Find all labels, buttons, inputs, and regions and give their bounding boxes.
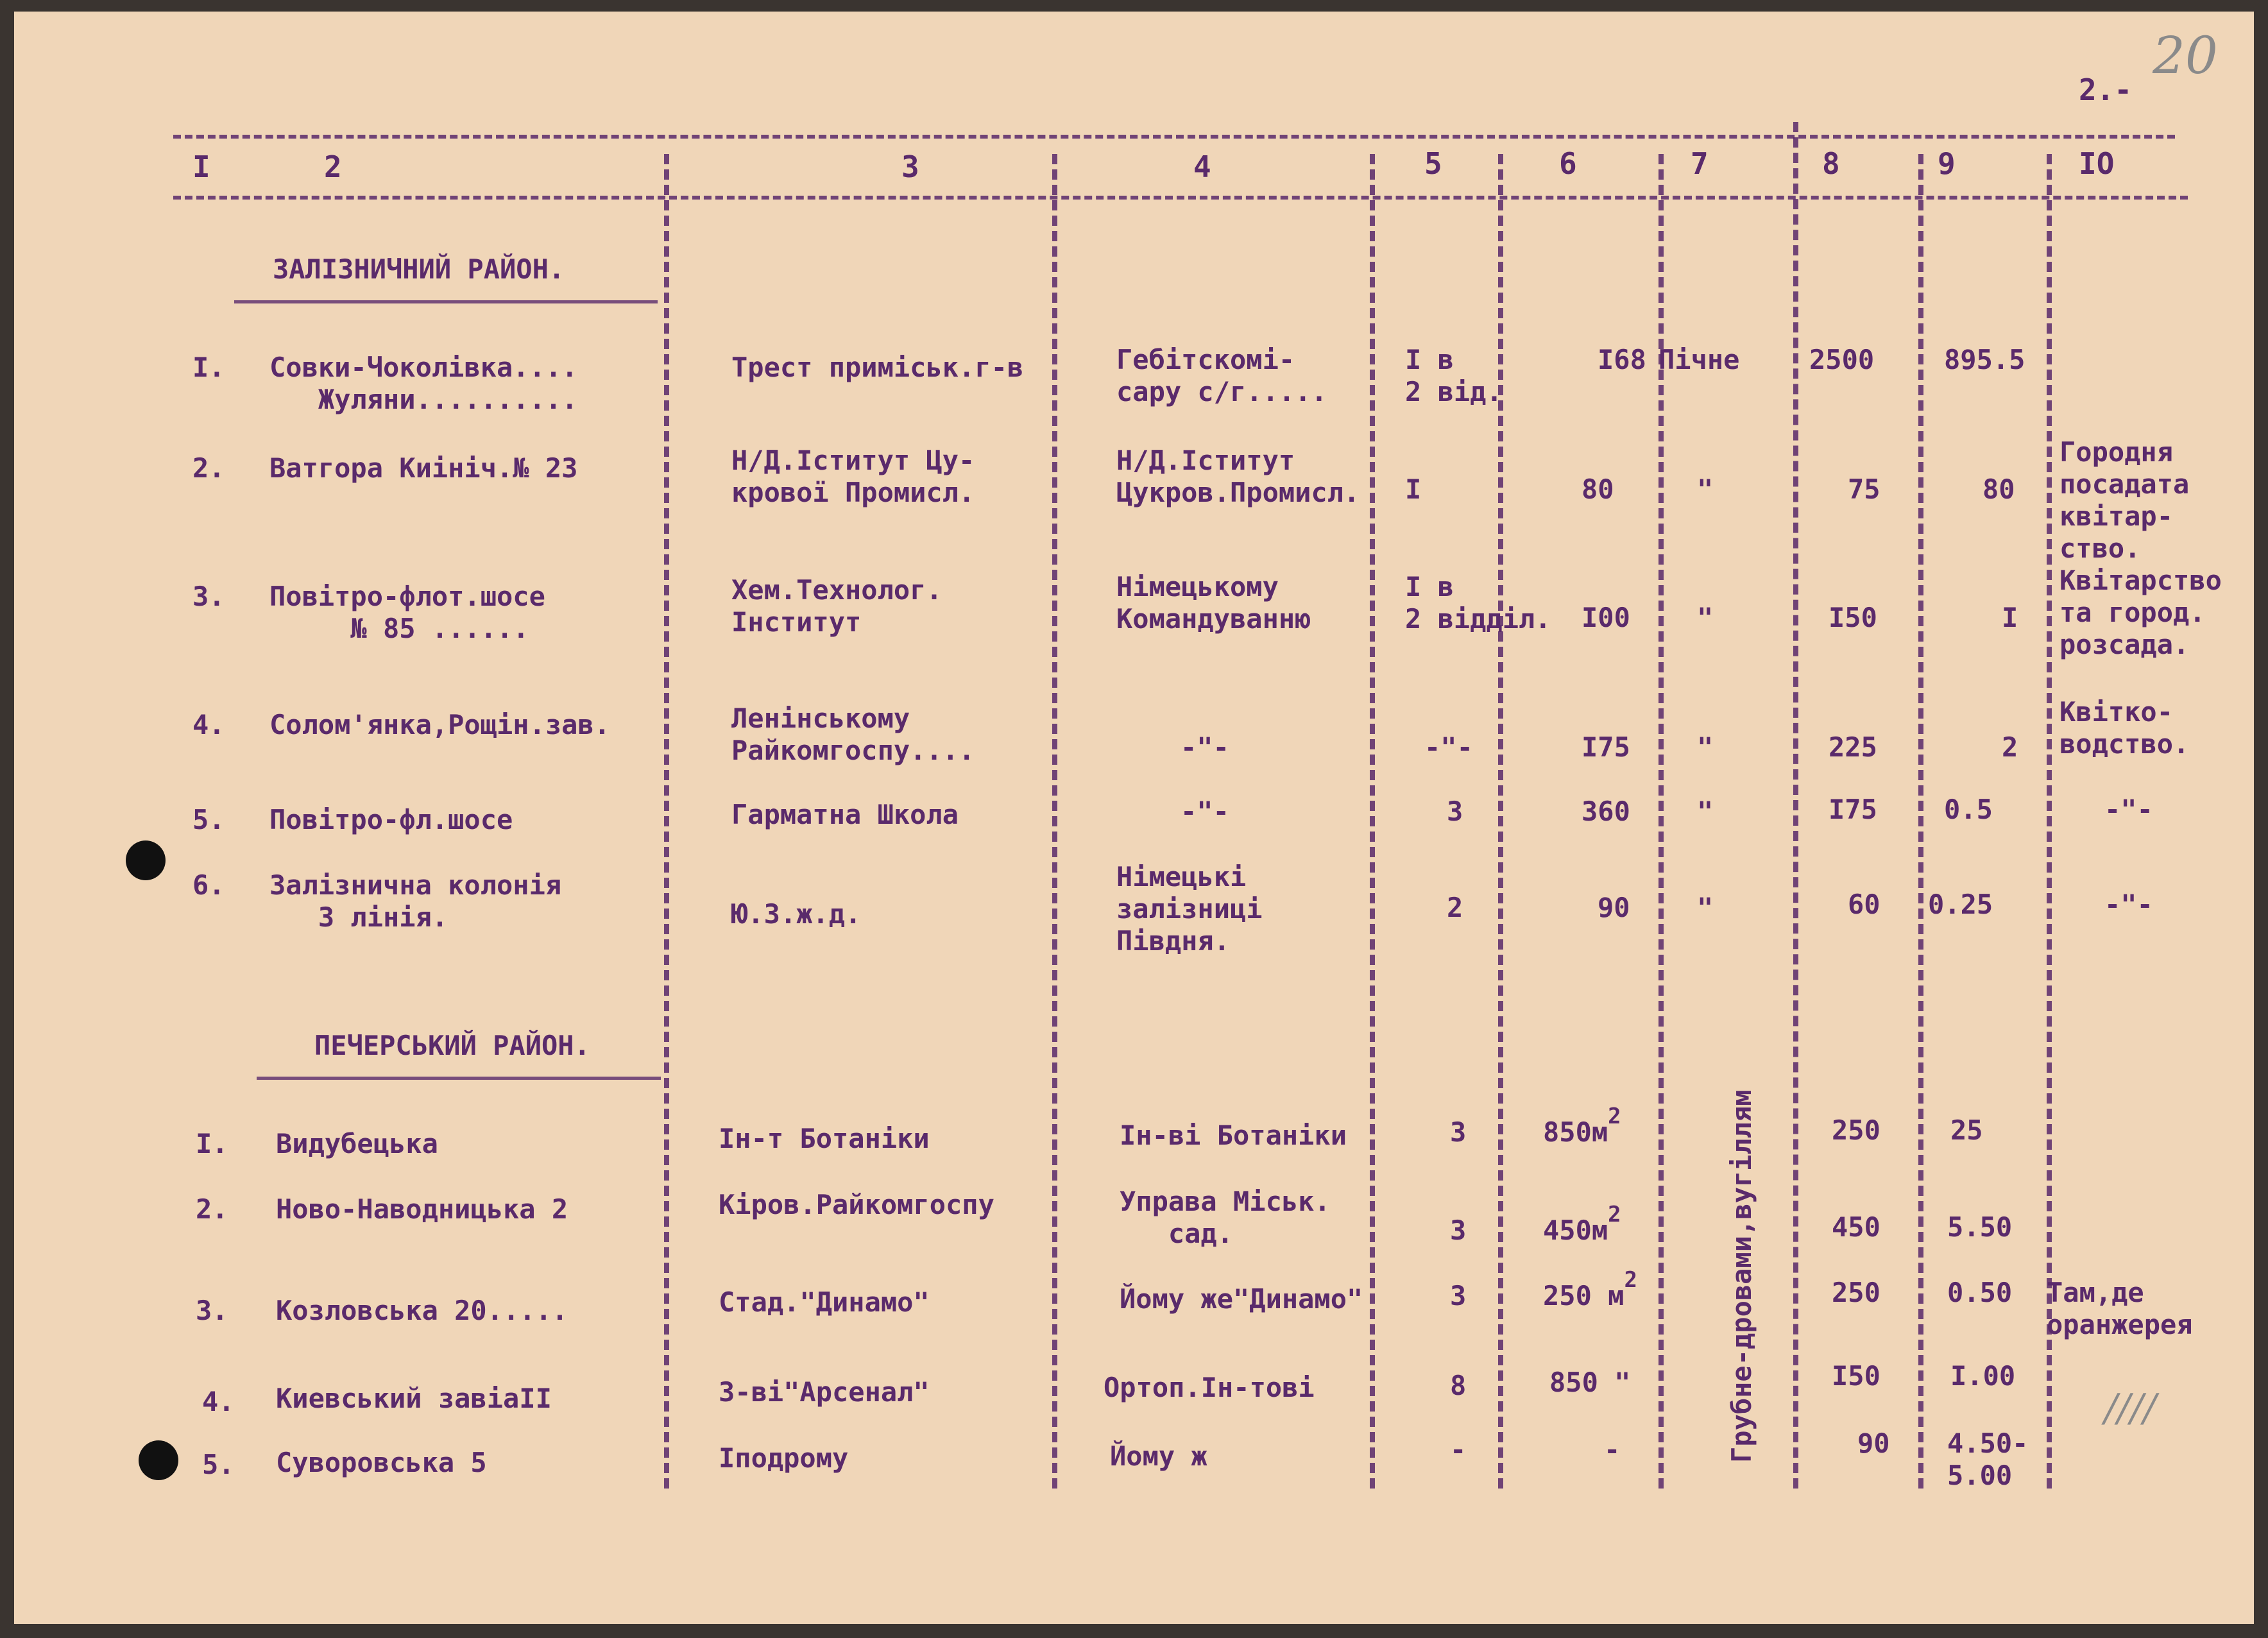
punch-hole — [126, 840, 166, 880]
remarks-cell: Там,де оранжерея — [2047, 1277, 2193, 1340]
owner-cell: Н/Д.Іститут Цу- крової Промисл. — [731, 445, 975, 508]
location-cell: Ново-Наводницька 2 — [276, 1193, 568, 1225]
col8-cell: 250 — [1832, 1277, 1880, 1308]
area-value: - — [1604, 1434, 1621, 1465]
transferred-to-cell: Йому же"Динамо" — [1120, 1283, 1363, 1315]
area-unit-superscript: 2 — [1624, 1267, 1637, 1293]
scan-border-top — [0, 0, 2268, 12]
column-header: 6 — [1559, 146, 1577, 181]
section-title: ЗАЛІЗНИЧНИЙ РАЙОН. — [273, 253, 565, 285]
owner-cell: Трест приміськ.г-в — [731, 352, 1024, 383]
col8-cell: 90 — [1857, 1428, 1890, 1459]
col9-cell: I — [2002, 602, 2018, 633]
page-number-typed: 2.- — [2079, 73, 2133, 107]
col6-cell: 360 — [1582, 796, 1630, 827]
col5-cell: 3 — [1450, 1116, 1467, 1148]
owner-cell: Ленінському Райкомгоспу.... — [731, 703, 975, 766]
column-separator — [1793, 122, 1798, 1489]
remarks-cell: Квітко- водство. — [2059, 696, 2190, 760]
col5-cell: I — [1405, 473, 1422, 505]
col8-cell: I75 — [1829, 794, 1877, 825]
col5-cell: 3 — [1450, 1280, 1467, 1311]
col5-cell: I в 2 від. — [1405, 344, 1503, 407]
remarks-cell: -"- — [2104, 794, 2153, 825]
col7-cell: Пічне — [1658, 344, 1740, 375]
column-header: 8 — [1822, 146, 1840, 181]
transferred-to-cell: -"- — [1181, 796, 1229, 827]
col6-cell: I68 — [1598, 344, 1646, 375]
location-cell: Солом'янка,Рощін.зав. — [269, 709, 611, 740]
column-header: 7 — [1691, 146, 1709, 181]
remarks-cell: -"- — [2104, 889, 2153, 920]
header-rule-bottom — [173, 196, 2188, 200]
column-separator — [1918, 154, 1923, 1489]
col7-cell: " — [1697, 602, 1714, 633]
col6-cell: I75 — [1582, 731, 1630, 763]
column7-vertical-note: Грубне-дровами,вугіллям — [1726, 1089, 1757, 1463]
col9-cell: I.00 — [1950, 1360, 2016, 1392]
col5-cell: 3 — [1450, 1215, 1467, 1246]
owner-cell: Кіров.Райкомгоспу — [719, 1189, 994, 1220]
location-cell: Суворовська 5 — [276, 1447, 487, 1478]
transferred-to-cell: Йому ж — [1110, 1440, 1207, 1472]
owner-cell: Ю.З.ж.д. — [731, 898, 862, 930]
area-value: 850 " — [1549, 1367, 1631, 1398]
row-number: 2. — [196, 1193, 228, 1225]
column-header: IO — [2079, 146, 2115, 181]
col8-cell: 450 — [1832, 1211, 1880, 1243]
col7-cell: " — [1697, 731, 1714, 763]
col6-cell: I00 — [1582, 602, 1630, 633]
col9-cell: 25 — [1950, 1114, 1983, 1146]
transferred-to-cell: Німецькі залізниці Півдня. — [1116, 861, 1263, 957]
scan-border-left — [0, 0, 14, 1638]
location-cell: Киевський завіаII — [276, 1383, 552, 1414]
col8-cell: 225 — [1829, 731, 1877, 763]
col6-cell — [1604, 1434, 1620, 1468]
area-value: 450м — [1543, 1215, 1608, 1246]
column-header: 9 — [1938, 146, 1956, 181]
area-unit-superscript: 2 — [1608, 1104, 1621, 1129]
row-number: 3. — [192, 581, 225, 612]
column-separator — [1370, 154, 1375, 1489]
location-cell: Козловська 20..... — [276, 1295, 568, 1326]
scan-border-right — [2254, 0, 2268, 1638]
col6-cell — [1549, 1367, 1630, 1401]
col5-cell: 8 — [1450, 1370, 1467, 1401]
col5-cell: - — [1450, 1434, 1467, 1465]
page-number-pencil: 20 — [2153, 26, 2218, 85]
col8-cell: I50 — [1829, 602, 1877, 633]
row-number: 4. — [192, 709, 225, 740]
transferred-to-cell: Н/Д.Іститут Цукров.Промисл. — [1116, 445, 1360, 508]
col8-cell: I50 — [1832, 1360, 1880, 1392]
row-number: 4. — [202, 1386, 235, 1417]
col6-cell: 90 — [1598, 892, 1630, 923]
col9-cell: 895.5 — [1944, 344, 2025, 375]
col6-cell — [1543, 1267, 1637, 1314]
area-value: 250 м — [1543, 1280, 1624, 1311]
location-cell: Залізнична колонія 3 лінія. — [269, 869, 562, 933]
column-header: 5 — [1424, 146, 1442, 181]
area-value: 850м — [1543, 1116, 1608, 1148]
location-cell: Ватгора Киініч.№ 23 — [269, 452, 578, 484]
transferred-to-cell: Ортоп.Ін-тові — [1104, 1372, 1315, 1403]
col9-cell: 4.50- 5.00 — [1947, 1428, 2029, 1491]
row-number: 3. — [196, 1295, 228, 1326]
column-separator — [664, 154, 669, 1489]
punch-hole — [139, 1440, 178, 1480]
col7-cell: " — [1697, 796, 1714, 827]
location-cell: Повітро-фл.шосе — [269, 804, 513, 835]
transferred-to-cell: Управа Міськ. сад. — [1120, 1186, 1331, 1249]
col6-cell: 80 — [1582, 473, 1614, 505]
col9-cell: 0.50 — [1947, 1277, 2013, 1308]
section-title-underline — [257, 1077, 661, 1080]
owner-cell: 3-ві"Арсенал" — [719, 1376, 930, 1408]
column-separator — [1052, 154, 1057, 1489]
transferred-to-cell: Німецькому Командуванню — [1116, 571, 1311, 635]
remarks-cell: Городня посадата квітар- ство. — [2059, 436, 2190, 564]
col9-cell: 0.25 — [1928, 889, 1993, 920]
col8-cell: 60 — [1848, 889, 1880, 920]
location-cell: Повітро-флот.шосе № 85 ...... — [269, 581, 545, 644]
col8-cell: 75 — [1848, 473, 1880, 505]
col9-cell: 5.50 — [1947, 1211, 2013, 1243]
col6-cell — [1543, 1202, 1621, 1249]
column-header: I — [192, 149, 210, 184]
col7-cell: " — [1697, 892, 1714, 923]
header-rule-top — [173, 135, 2175, 139]
owner-cell: Гарматна Школа — [731, 799, 959, 830]
col5-cell: -"- — [1424, 731, 1473, 763]
transferred-to-cell: -"- — [1181, 731, 1229, 763]
row-number: I. — [192, 352, 225, 383]
section-title: ПЕЧЕРСЬКИЙ РАЙОН. — [314, 1030, 590, 1061]
row-number: I. — [196, 1128, 228, 1159]
transferred-to-cell: Гебітскомі- сару с/г..... — [1116, 344, 1327, 407]
remarks-cell: Квітарство та город. розсада. — [2059, 565, 2222, 660]
scan-border-bottom — [0, 1624, 2268, 1638]
transferred-to-cell: Ін-ві Ботаніки — [1120, 1120, 1347, 1151]
owner-cell: Стад."Динамо" — [719, 1286, 930, 1318]
location-cell: Совки-Чоколівка.... Жуляни.......... — [269, 352, 578, 415]
column-header: 3 — [901, 149, 919, 184]
location-cell: Видубецька — [276, 1128, 438, 1159]
col9-cell: 0.5 — [1944, 794, 1993, 825]
column-header: 4 — [1193, 149, 1211, 184]
owner-cell: Ін-т Ботаніки — [719, 1123, 930, 1154]
col7-cell: " — [1697, 473, 1714, 505]
col8-cell: 2500 — [1809, 344, 1875, 375]
owner-cell: Хем.Технолог. Інститут — [731, 574, 942, 638]
row-number: 2. — [192, 452, 225, 484]
col6-cell — [1543, 1104, 1621, 1150]
col5-cell: I в 2 відділ. — [1405, 571, 1551, 635]
col5-cell: 2 — [1447, 892, 1463, 923]
pencil-tally-marks: //// — [2104, 1386, 2156, 1431]
area-unit-superscript: 2 — [1608, 1202, 1621, 1227]
col8-cell: 250 — [1832, 1114, 1880, 1146]
row-number: 5. — [202, 1449, 235, 1480]
row-number: 5. — [192, 804, 225, 835]
section-title-underline — [234, 300, 658, 303]
row-number: 6. — [192, 869, 225, 901]
owner-cell: Іподрому — [719, 1442, 849, 1474]
column-header: 2 — [324, 149, 342, 184]
col9-cell: 80 — [1982, 473, 2015, 505]
col5-cell: 3 — [1447, 796, 1463, 827]
col9-cell: 2 — [2002, 731, 2018, 763]
